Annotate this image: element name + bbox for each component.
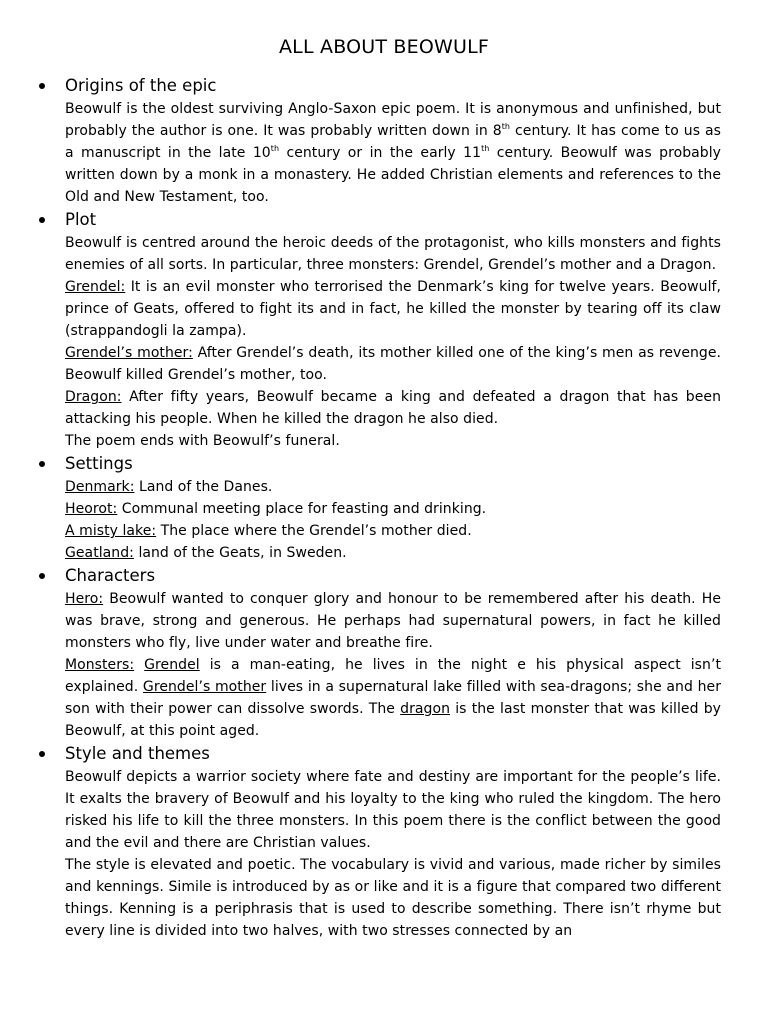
heading-text: Plot: [65, 210, 97, 229]
bullet-icon: [39, 573, 45, 579]
heading-text: Origins of the epic: [65, 76, 217, 95]
text-run: century. Beowulf was probably written down by a monk in a monastery. He added Christian elements and references to the Old and New Testament, too.: [65, 145, 722, 205]
text-run: land of the Geats, in Sweden.: [133, 545, 347, 561]
text-run: Beowulf is the oldest surviving Anglo-Saxon epic poem. It is anonymous and unfinished, but probably the author is one. It was probably written down in 8: [65, 101, 721, 139]
term-label: Monsters:: [65, 657, 135, 673]
text-run: Communal meeting place for feasting and drinking.: [117, 501, 487, 517]
text-run: The place where the Grendel’s mother died.: [156, 523, 472, 539]
term-label: Grendel’s mother: [142, 679, 267, 695]
plot-dragon: [65, 386, 721, 430]
heading-text: Characters: [65, 566, 156, 585]
plot-intro: Beowulf is centred around the heroic deeds of the protagonist, who kills monsters and fights enemies of all sorts. In particular, three monsters: Grendel, Grendel’s mother and a Dragon.: [65, 235, 721, 273]
text-run: is the last monster that was killed by Beowulf, at this point aged.: [65, 701, 721, 739]
style-paragraph-2: The style is elevated and poetic. The vocabulary is vivid and various, made richer by similes and kennings. Simile is introduced by as or like and it is a figure that compared two different things. Kenning is a periphrasis that is used to describe something. There isn’t rhyme but every line is divided into two halves, with two stresses connected by an: [65, 857, 721, 939]
heading-text: Settings: [65, 454, 133, 473]
section-plot: [0, 208, 768, 452]
superscript: th: [481, 144, 490, 153]
characters-hero: [65, 588, 721, 654]
term-label: Grendel’s mother:: [65, 345, 193, 361]
superscript: th: [501, 122, 511, 131]
section-heading: [0, 208, 768, 232]
term-label: Heorot:: [65, 501, 118, 517]
bullet-icon: [39, 461, 45, 467]
section-heading: [0, 742, 768, 766]
text-run: [134, 657, 144, 673]
term-label: Dragon:: [65, 389, 122, 405]
text-run: Land of the Danes.: [134, 479, 273, 495]
setting-item: [65, 476, 721, 498]
section-characters: [0, 564, 768, 742]
term-label: Grendel:: [65, 279, 126, 295]
bullet-icon: [39, 83, 45, 89]
text-run: century or in the early 11: [279, 145, 482, 161]
plot-mother: [65, 342, 721, 386]
text-run: After Grendel’s death, its mother killed one of the king’s men as revenge. Beowulf killed Grendel’s mother, too.: [65, 345, 722, 383]
text-run: It is an evil monster who terrorised the Denmark’s king for twelve years. Beowulf, prince of Geats, offered to fight its and in fact, he killed the monster by tearing off its claw (strappandogli la zampa).: [65, 279, 721, 339]
setting-item: [65, 498, 721, 520]
term-label: Denmark:: [65, 479, 135, 495]
heading-text: Style and themes: [65, 744, 210, 763]
text-run: Beowulf wanted to conquer glory and honour to be remembered after his death. He was brave, strong and generous. He perhaps had supernatural powers, in fact he killed monsters who fly, live under water and breathe fire.: [65, 591, 721, 651]
section-settings: [0, 452, 768, 564]
setting-item: [65, 542, 721, 564]
text-run: is a man-eating, he lives in the night e his physical aspect isn’t explained.: [65, 657, 721, 695]
section-heading: [0, 452, 768, 476]
term-label: Grendel: [144, 657, 200, 673]
bullet-icon: [39, 217, 45, 223]
text-run: lives in a supernatural lake filled with sea-dragons; she and her son with their power can dissolve swords. The: [65, 679, 721, 717]
section-style: [0, 742, 768, 942]
term-label: A misty lake:: [65, 523, 157, 539]
term-label: Geatland:: [65, 545, 134, 561]
section-heading: [0, 74, 768, 98]
text-run: century. It has come to us as a manuscript in the late 10: [65, 123, 721, 161]
page-title: ALL ABOUT BEOWULF: [278, 36, 490, 58]
document-body: [0, 74, 768, 942]
plot-grendel: [65, 276, 721, 342]
origins-paragraph: [65, 98, 721, 208]
superscript: th: [270, 144, 280, 153]
section-origins: [0, 74, 768, 208]
setting-item: [65, 520, 721, 542]
text-run: After fifty years, Beowulf became a king and defeated a dragon that has been attacking his people. When he killed the dragon he also died.: [65, 389, 721, 427]
term-label: dragon: [400, 701, 451, 717]
style-paragraph-1: Beowulf depicts a warrior society where fate and destiny are important for the people’s life. It exalts the bravery of Beowulf and his loyalty to the king who ruled the kingdom. The hero risked his life to kill the three monsters. In this poem there is the conflict between the good and the evil and there are Christian values.: [65, 769, 721, 851]
characters-monsters: [65, 654, 721, 742]
plot-ending: The poem ends with Beowulf’s funeral.: [65, 433, 340, 449]
section-heading: [0, 564, 768, 588]
term-label: Hero:: [65, 591, 104, 607]
bullet-icon: [39, 751, 45, 757]
